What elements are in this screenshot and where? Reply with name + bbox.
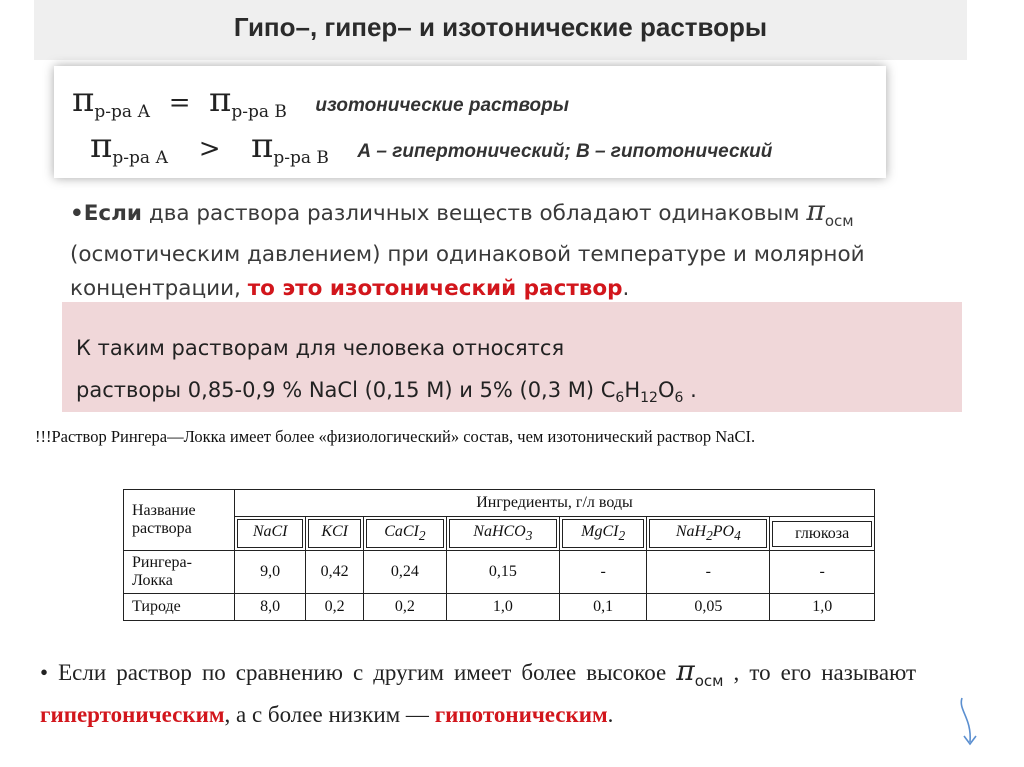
- arrow-doodle-icon: [950, 690, 990, 750]
- column-header: MgCI$_2$: [559, 517, 646, 551]
- example-line-2: растворы 0,85-0,9 % NaCl (0,15 М) и 5% (0,3 М) $C_6H_{12}O_6$ .: [76, 378, 697, 407]
- hypertonic-highlight: гипертоническим: [40, 702, 225, 727]
- hyper-hypo-definition: • Если раствор по сравнению с другим имеет более высокое $\pi_{осм}$ , то его называют гипертоническим, а с более низким — гипотоническим.: [40, 654, 916, 727]
- column-header: NaHCO$_3$: [446, 517, 559, 551]
- page-title: Гипо–, гипер– и изотонические растворы: [233, 12, 768, 42]
- formula-row-hyper-hypo: πр-ра А > πр-ра В А – гипертонический; В – гипотонический: [90, 126, 773, 168]
- example-line-1: К таким растворам для человека относятся: [76, 336, 565, 360]
- table-row: Тироде 8,0 0,2 0,2 1,0 0,1 0,05 1,0: [124, 594, 875, 621]
- column-header: $NaH_2PO_4$: [647, 517, 770, 551]
- isotonic-highlight: то это изотонический раствор: [247, 276, 623, 301]
- ingredients-header: Ингредиенты, г/л воды: [235, 490, 875, 517]
- column-header: CaCI$_2$: [363, 517, 446, 551]
- ingredients-table: [123, 489, 875, 621]
- table-columns-row: [124, 517, 875, 551]
- isotonic-definition: •Если два раствора различных веществ обладают одинаковым $\pi_{осм}$ (осмотическим давлением) при одинаковой температуре и молярной концентрации, то это изотонический раствор.: [70, 194, 865, 301]
- table-row: Рингера-Локка 9,0 0,42 0,24 0,15 - - -: [124, 551, 875, 594]
- formula-row-isotonic: πр-ра А = πр-ра В изотонические растворы: [72, 80, 569, 122]
- column-header: глюкоза: [770, 517, 875, 551]
- hyper-hypo-label: А – гипертонический; В – гипотонический: [357, 141, 773, 162]
- name-header: Название раствора: [124, 490, 235, 551]
- ringer-note: !!!Раствор Рингера—Локка имеет более «физиологический» состав, чем изотонический раствор NaCI.: [35, 427, 756, 446]
- table-header-row: [124, 490, 875, 517]
- isotonic-label: изотонические растворы: [315, 95, 569, 116]
- column-header: NaCI: [235, 517, 306, 551]
- hypotonic-highlight: гипотоническим: [434, 702, 608, 727]
- column-header: KCI: [306, 517, 364, 551]
